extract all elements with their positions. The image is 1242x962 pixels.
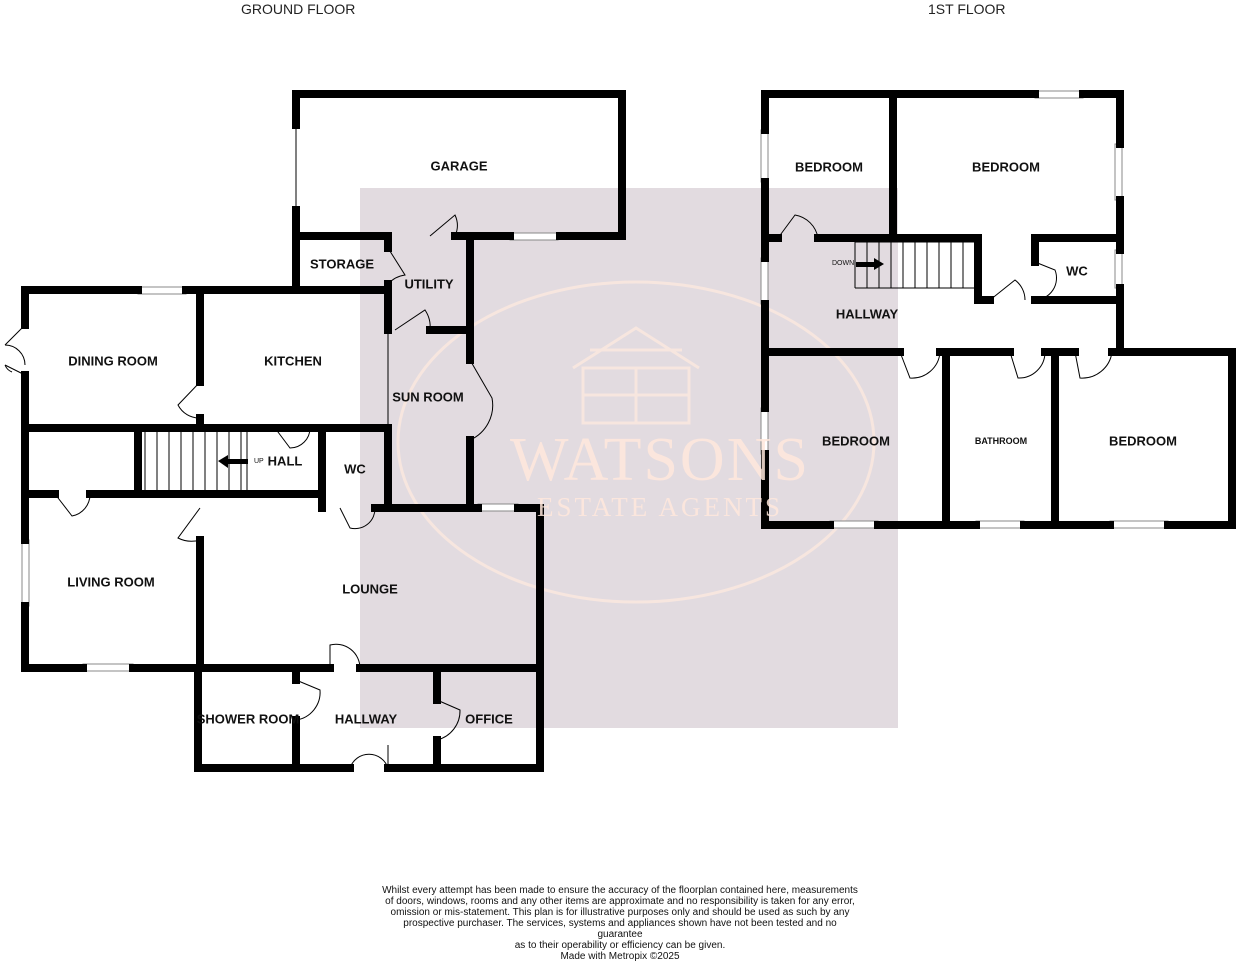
room-bedroom-3: BEDROOM (822, 433, 890, 449)
room-shower: SHOWER ROOM (196, 711, 300, 727)
room-bedroom-2: BEDROOM (972, 159, 1040, 175)
room-hallway-first: HALLWAY (835, 306, 899, 322)
room-hall: HALL (267, 453, 303, 469)
room-bathroom: BATHROOM (974, 436, 1028, 446)
metropix-credit: Made with Metropix ©2025 (560, 951, 680, 962)
stairs-up-label: UP (254, 458, 264, 465)
stairs-down-label: DOWN (832, 260, 855, 267)
watermark-tagline: ESTATE AGENTS (536, 492, 784, 522)
room-lounge: LOUNGE (342, 581, 398, 597)
room-kitchen: KITCHEN (264, 353, 322, 369)
disclaimer-line: of doors, windows, rooms and any other items are approximate and no responsibility is taken for any error, (385, 896, 855, 907)
room-bedroom-4: BEDROOM (1109, 433, 1177, 449)
room-bedroom-1: BEDROOM (795, 159, 863, 175)
room-utility: UTILITY (404, 276, 454, 292)
disclaimer-line: prospective purchaser. The services, systems and appliances shown have not been tested and no guarantee (403, 918, 837, 940)
room-dining: DINING ROOM (68, 353, 158, 369)
disclaimer (380, 885, 860, 962)
room-hallway-ground: HALLWAY (334, 711, 398, 727)
first-floor-title: 1ST FLOOR (928, 1, 1006, 17)
watermark-name: WATSONS (510, 426, 810, 494)
disclaimer-line: omission or mis-statement. This plan is for illustrative purposes only and should be used as such by any (390, 907, 850, 918)
room-sunroom: SUN ROOM (392, 389, 464, 405)
ground-floor-title: GROUND FLOOR (241, 1, 356, 17)
room-wc-ground: WC (344, 461, 366, 477)
stairs-up-arrow (218, 455, 248, 468)
room-office: OFFICE (465, 711, 513, 727)
room-garage: GARAGE (430, 158, 488, 174)
disclaimer-line: Whilst every attempt has been made to ensure the accuracy of the floorplan contained here, measurements (382, 885, 858, 896)
room-wc-first: WC (1066, 263, 1088, 279)
disclaimer-line: as to their operability or efficiency can be given. (514, 940, 726, 951)
room-living: LIVING ROOM (67, 574, 155, 590)
room-storage: STORAGE (309, 256, 375, 272)
